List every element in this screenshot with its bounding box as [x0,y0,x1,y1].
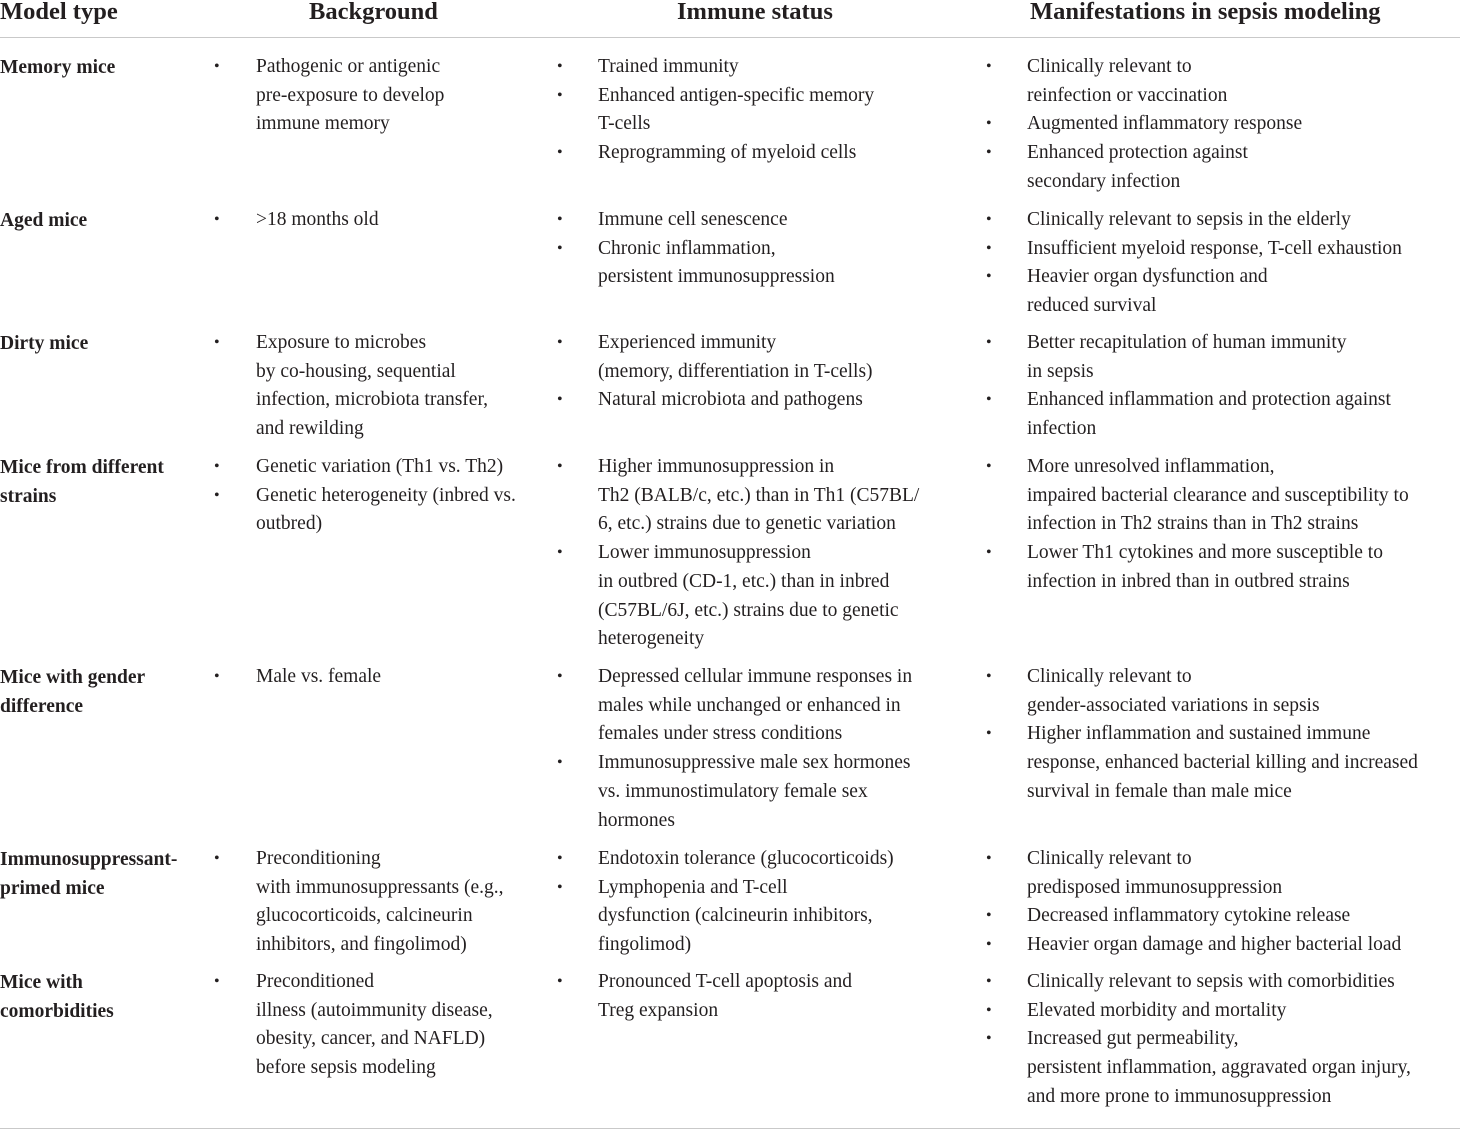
model-type-cell: Mice with gender difference [0,667,146,717]
table-header [0,0,1460,38]
list-item: • Heavier organ damage and higher bacterial load [1027,931,1460,960]
model-type-cell: Memory mice [0,57,116,78]
list-item: • Enhanced antigen-specific memory T-cells [598,82,970,139]
header-background: Background [309,0,438,25]
list-item: • Trained immunity [598,53,970,82]
immune-status-cell [598,329,970,415]
list-item: • Insufficient myeloid response, T-cell exhaustion [1027,235,1460,264]
header-immune-status: Immune status [677,0,833,25]
list-item: • Pronounced T-cell apoptosis and Treg expansion [598,968,970,1025]
list-item: • Higher inflammation and sustained immune response, enhanced bacterial killing and increased survival in female than male mice [1027,720,1460,806]
list-item: • Immune cell senescence [598,206,970,235]
background-cell [256,206,546,235]
background-cell [256,53,546,139]
list-item: • Clinically relevant to sepsis in the elderly [1027,206,1460,235]
list-item: • Male vs. female [256,663,546,692]
list-item: • Clinically relevant to reinfection or vaccination [1027,53,1460,110]
background-cell [256,663,546,692]
immune-status-cell [598,845,970,960]
immune-status-cell [598,968,970,1025]
background-cell [256,968,546,1083]
list-item: • Chronic inflammation, persistent immunosuppression [598,235,970,292]
list-item: • Enhanced protection against secondary infection [1027,139,1460,196]
background-cell [256,329,546,444]
list-item: • Clinically relevant to predisposed immunosuppression [1027,845,1460,902]
list-item: • Clinically relevant to gender-associated variations in sepsis [1027,663,1460,720]
immune-status-cell [598,53,970,168]
manifestations-cell [1027,329,1460,444]
list-item: • Augmented inflammatory response [1027,110,1460,139]
list-item: • Endotoxin tolerance (glucocorticoids) [598,845,970,874]
list-item: • Preconditioning with immunosuppressants (e.g., glucocorticoids, calcineurin inhibitors, and fingolimod) [256,845,546,960]
model-type-cell: Mice from different strains [0,457,164,507]
header-manifestations: Manifestations in sepsis modeling [1030,0,1381,25]
list-item: • Heavier organ dysfunction and reduced survival [1027,263,1460,320]
list-item: • Lymphopenia and T-cell dysfunction (calcineurin inhibitors, fingolimod) [598,874,970,960]
manifestations-cell [1027,53,1460,197]
model-type-cell: Immunosuppressant- primed mice [0,849,178,899]
header-model-type: Model type [0,0,118,25]
list-item: • Genetic variation (Th1 vs. Th2) [256,453,546,482]
list-item: • >18 months old [256,206,546,235]
background-cell [256,453,546,539]
manifestations-cell [1027,663,1460,807]
list-item: • Preconditioned illness (autoimmunity disease, obesity, cancer, and NAFLD) before sepsis modeling [256,968,546,1083]
list-item: • Enhanced inflammation and protection against infection [1027,386,1460,443]
model-type-cell: Aged mice [0,210,88,231]
list-item: • Reprogramming of myeloid cells [598,139,970,168]
list-item: • Pathogenic or antigenic pre-exposure to develop immune memory [256,53,546,139]
model-type-cell: Mice with comorbidities [0,972,114,1022]
list-item: • Clinically relevant to sepsis with comorbidities [1027,968,1460,997]
list-item: • Lower Th1 cytokines and more susceptible to infection in inbred than in outbred strains [1027,539,1460,596]
list-item: • Increased gut permeability, persistent inflammation, aggravated organ injury, and more prone to immunosuppression [1027,1025,1460,1111]
list-item: • More unresolved inflammation, impaired bacterial clearance and susceptibility to infection in Th2 strains than in Th2 strains [1027,453,1460,539]
manifestations-cell [1027,845,1460,960]
list-item: • Decreased inflammatory cytokine release [1027,902,1460,931]
list-item: • Immunosuppressive male sex hormones vs. immunostimulatory female sex hormones [598,749,970,835]
manifestations-cell [1027,968,1460,1112]
immune-status-cell [598,663,970,835]
model-type-cell: Dirty mice [0,333,89,354]
immune-status-cell [598,453,970,654]
background-cell [256,845,546,960]
list-item: • Genetic heterogeneity (inbred vs. outbred) [256,482,546,539]
list-item: • Better recapitulation of human immunity in sepsis [1027,329,1460,386]
manifestations-cell [1027,206,1460,321]
list-item: • Depressed cellular immune responses in males while unchanged or enhanced in females under stress conditions [598,663,970,749]
manifestations-cell [1027,453,1460,597]
immune-status-cell [598,206,970,292]
list-item: • Elevated morbidity and mortality [1027,997,1460,1026]
table-bottom-rule [0,1128,1460,1129]
list-item: • Lower immunosuppression in outbred (CD-1, etc.) than in inbred (C57BL/6J, etc.) strains due to genetic heterogeneity [598,539,970,654]
list-item: • Experienced immunity (memory, differentiation in T-cells) [598,329,970,386]
list-item: • Exposure to microbes by co-housing, sequential infection, microbiota transfer, and rewilding [256,329,546,444]
list-item: • Natural microbiota and pathogens [598,386,970,415]
list-item: • Higher immunosuppression in Th2 (BALB/c, etc.) than in Th1 (C57BL/ 6, etc.) strains due to genetic variation [598,453,970,539]
